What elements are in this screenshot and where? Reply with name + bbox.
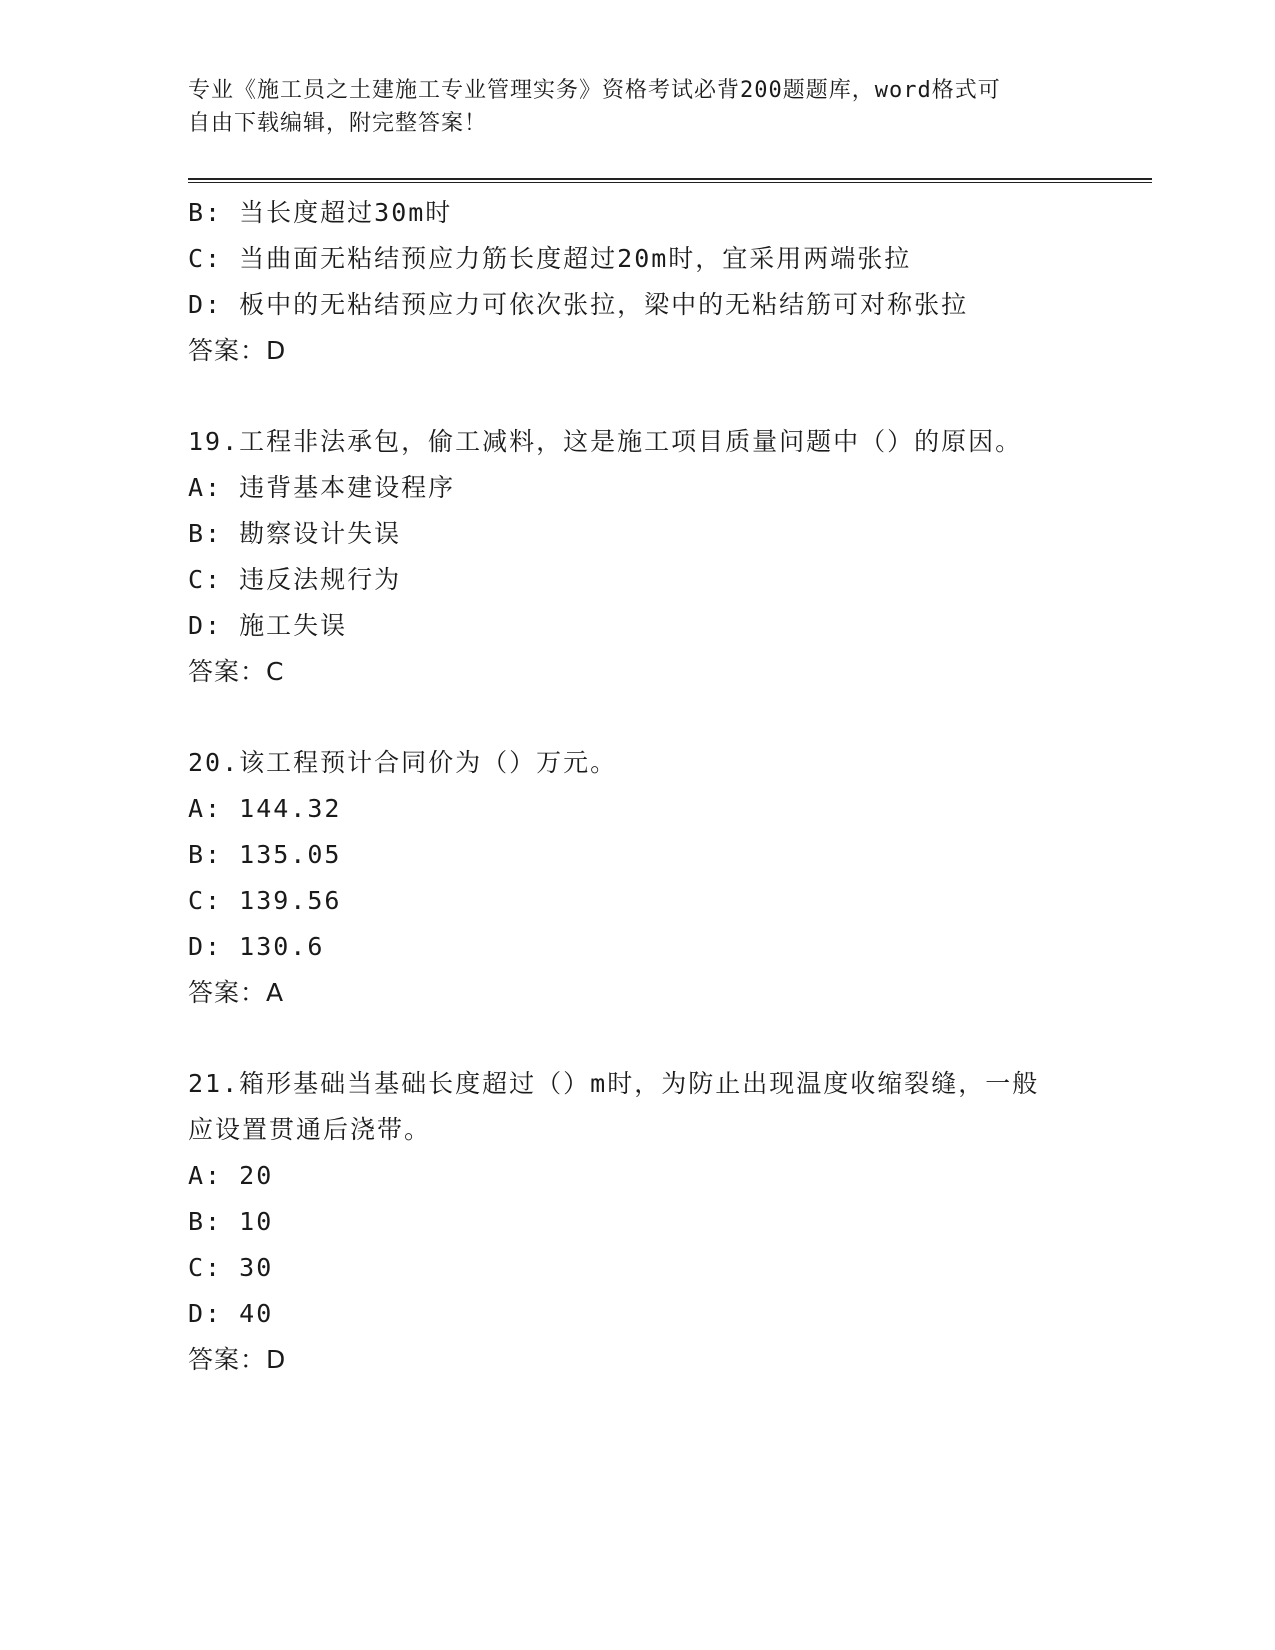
option-b: B: 勘察设计失误 — [188, 519, 402, 548]
option-b: B: 135.05 — [188, 840, 342, 869]
question-20 — [188, 740, 1088, 1016]
header-line-1: 专业《施工员之土建施工专业管理实务》资格考试必背200题题库，word格式可 — [188, 78, 1001, 103]
option-c: C: 违反法规行为 — [188, 565, 402, 594]
answer: 答案：A — [188, 978, 285, 1007]
option-c: C: 当曲面无粘结预应力筋长度超过20m时，宜采用两端张拉 — [188, 244, 912, 273]
question-stem: 20.该工程预计合同价为（）万元。 — [188, 748, 618, 777]
option-b: B: 10 — [188, 1207, 274, 1236]
option-c: C: 139.56 — [188, 886, 342, 915]
header-divider-thick — [188, 178, 1152, 180]
question-stem: 21.箱形基础当基础长度超过（）m时，为防止出现温度收缩裂缝，一般应设置贯通后浇带。 — [188, 1069, 1040, 1144]
question-21 — [188, 1061, 1088, 1383]
option-b: B: 当长度超过30m时 — [188, 198, 453, 227]
option-d: D: 板中的无粘结预应力可依次张拉，梁中的无粘结筋可对称张拉 — [188, 290, 969, 319]
option-a: A: 20 — [188, 1161, 274, 1190]
option-d: D: 130.6 — [188, 932, 325, 961]
option-d: D: 40 — [188, 1299, 274, 1328]
option-a: A: 144.32 — [188, 794, 342, 823]
question-content — [188, 190, 1088, 1383]
option-a: A: 违背基本建设程序 — [188, 473, 456, 502]
answer: 答案：D — [188, 1345, 287, 1374]
question-stem: 19.工程非法承包，偷工减料，这是施工项目质量问题中（）的原因。 — [188, 427, 1023, 456]
option-d: D: 施工失误 — [188, 611, 348, 640]
answer: 答案：C — [188, 657, 285, 686]
question-18-continued — [188, 190, 1088, 374]
question-19 — [188, 419, 1088, 695]
header-divider-thin — [188, 182, 1152, 183]
answer: 答案：D — [188, 336, 287, 365]
document-header — [188, 74, 1068, 140]
option-c: C: 30 — [188, 1253, 274, 1282]
header-line-2: 自由下载编辑，附完整答案！ — [188, 111, 488, 136]
